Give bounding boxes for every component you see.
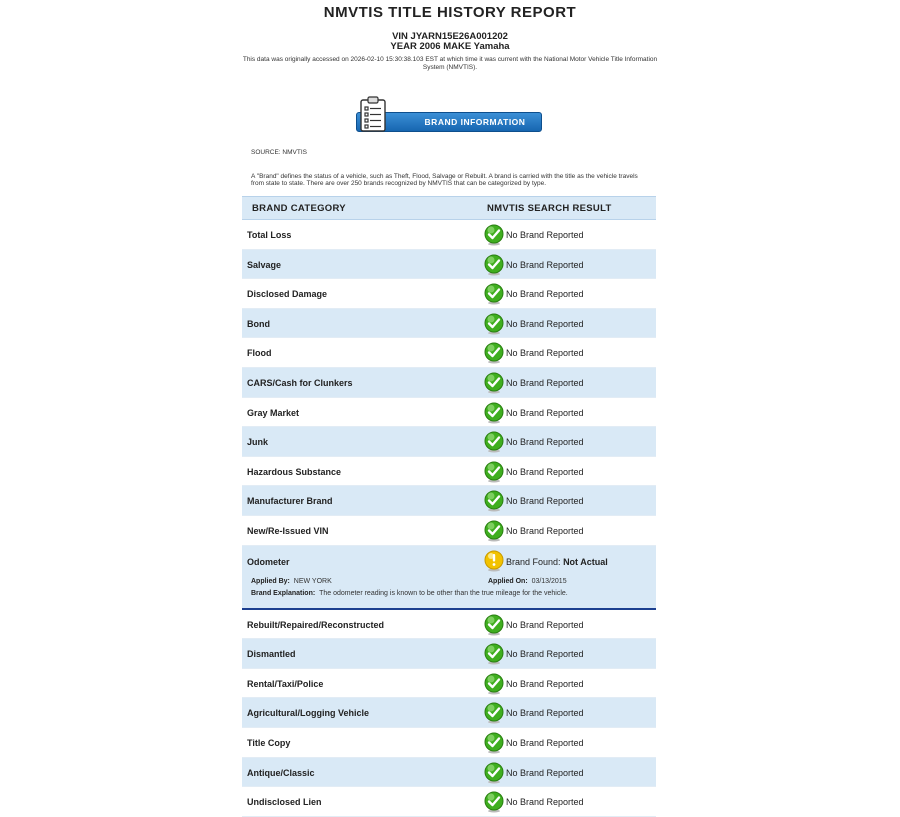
check-circle-icon xyxy=(484,614,504,636)
table-row xyxy=(242,309,656,339)
applied-by-label: Applied By: xyxy=(251,577,290,585)
result-text: No Brand Reported xyxy=(506,289,584,300)
result-text: No Brand Reported xyxy=(506,230,584,240)
result-text: No Brand Reported xyxy=(506,318,584,329)
table-row xyxy=(242,486,656,516)
result-text: No Brand Reported xyxy=(506,649,584,660)
category-label: Rebuilt/Repaired/Reconstructed xyxy=(247,619,385,630)
table-row xyxy=(242,338,656,368)
access-note: This data was originally accessed on 2026-02-10 15:30:38.103 EST at which time it was current with the National Motor Vehicle Title Information System (NMVTIS). xyxy=(242,56,658,71)
result-text: No Brand Reported xyxy=(506,678,584,689)
result-text: No Brand Reported xyxy=(506,737,584,748)
table-header xyxy=(242,196,656,220)
category-label: Undisclosed Lien xyxy=(247,797,322,808)
category-label: New/Re-Issued VIN xyxy=(247,525,329,536)
brand-found-value: Not Actual xyxy=(563,556,608,567)
result-text: No Brand Reported xyxy=(506,767,584,778)
clipboard-checklist-icon xyxy=(358,96,388,132)
brand-definition: A "Brand" defines the status of a vehicle, such as Theft, Flood, Salvage or Rebuilt. A brand is carried with the title as the vehicle travels from state to state. There are over 250 brands recognized by NMVTIS that can be categorized by type. xyxy=(251,173,638,187)
check-circle-icon xyxy=(484,224,504,246)
result-text: No Brand Reported xyxy=(506,437,584,448)
result-text: No Brand Reported xyxy=(506,259,584,270)
category-label: Antique/Classic xyxy=(247,767,315,778)
check-circle-icon xyxy=(484,372,504,394)
warning-icon xyxy=(484,550,504,572)
category-label: CARS/Cash for Clunkers xyxy=(247,377,353,388)
table-row xyxy=(242,728,656,758)
table-row xyxy=(242,279,656,309)
check-circle-icon xyxy=(484,490,504,512)
category-label: Agricultural/Logging Vehicle xyxy=(247,708,370,719)
result-text: No Brand Reported xyxy=(506,407,584,418)
check-circle-icon xyxy=(484,791,504,813)
check-circle-icon xyxy=(484,313,504,335)
brand-table xyxy=(242,196,656,817)
report-title: NMVTIS TITLE HISTORY REPORT xyxy=(323,4,577,21)
result-text: No Brand Reported xyxy=(506,496,584,507)
table-row xyxy=(242,368,656,398)
table-row xyxy=(242,669,656,699)
result-text: No Brand Reported xyxy=(506,466,584,477)
table-row xyxy=(242,698,656,728)
result-text: No Brand Reported xyxy=(506,525,584,536)
rows-after xyxy=(242,610,656,817)
category-label: Bond xyxy=(247,318,270,329)
check-circle-icon xyxy=(484,431,504,453)
check-circle-icon xyxy=(484,673,504,695)
result-text: No Brand Reported xyxy=(506,348,584,359)
check-circle-icon xyxy=(484,732,504,754)
header-search-result: NMVTIS SEARCH RESULT xyxy=(487,203,612,214)
table-row xyxy=(242,250,656,280)
brand-found-prefix: Brand Found: xyxy=(506,556,561,567)
result-text: No Brand Reported xyxy=(506,619,584,630)
year-make-line: YEAR 2006 MAKE Yamaha xyxy=(390,41,510,52)
source-line: SOURCE: NMVTIS xyxy=(251,149,307,156)
category-label: Dismantled xyxy=(247,649,296,660)
category-label: Junk xyxy=(247,437,269,448)
check-circle-icon xyxy=(484,254,504,276)
category-label: Salvage xyxy=(247,259,282,270)
result-text: No Brand Reported xyxy=(506,797,584,808)
table-row xyxy=(242,610,656,640)
rows-before xyxy=(242,220,656,546)
check-circle-icon xyxy=(484,520,504,542)
vin-line: VIN JYARN15E26A001202 xyxy=(392,31,508,42)
banner-label: BRAND INFORMATION xyxy=(424,117,526,127)
table-row xyxy=(242,787,656,817)
header-brand-category: BRAND CATEGORY xyxy=(252,203,346,214)
result-text: No Brand Reported xyxy=(506,708,584,719)
table-row xyxy=(242,427,656,457)
table-row xyxy=(242,516,656,546)
check-circle-icon xyxy=(484,402,504,424)
explanation-value: The odometer reading is known to be other than the true mileage for the vehicle. xyxy=(319,589,568,597)
result-text: No Brand Reported xyxy=(506,377,584,388)
check-circle-icon xyxy=(484,762,504,784)
check-circle-icon xyxy=(484,342,504,364)
check-circle-icon xyxy=(484,461,504,483)
category-label: Odometer xyxy=(247,556,290,567)
category-label: Disclosed Damage xyxy=(247,289,328,300)
category-label: Manufacturer Brand xyxy=(247,496,333,507)
category-label: Gray Market xyxy=(247,407,300,418)
explanation-label: Brand Explanation: xyxy=(251,589,316,597)
table-row xyxy=(242,639,656,669)
category-label: Title Copy xyxy=(247,737,291,748)
category-label: Flood xyxy=(247,348,272,359)
category-label: Rental/Taxi/Police xyxy=(247,678,324,689)
applied-on-label: Applied On: xyxy=(488,577,528,585)
category-label: Total Loss xyxy=(247,230,292,240)
applied-on-value: 03/13/2015 xyxy=(531,577,567,585)
table-row xyxy=(242,457,656,487)
odometer-row xyxy=(242,546,656,610)
check-circle-icon xyxy=(484,702,504,724)
applied-by-value: NEW YORK xyxy=(293,577,332,585)
table-row xyxy=(242,758,656,788)
table-row xyxy=(242,398,656,428)
check-circle-icon xyxy=(484,643,504,665)
check-circle-icon xyxy=(484,283,504,305)
category-label: Hazardous Substance xyxy=(247,466,342,477)
brand-information-banner xyxy=(356,96,542,134)
table-row xyxy=(242,220,656,250)
